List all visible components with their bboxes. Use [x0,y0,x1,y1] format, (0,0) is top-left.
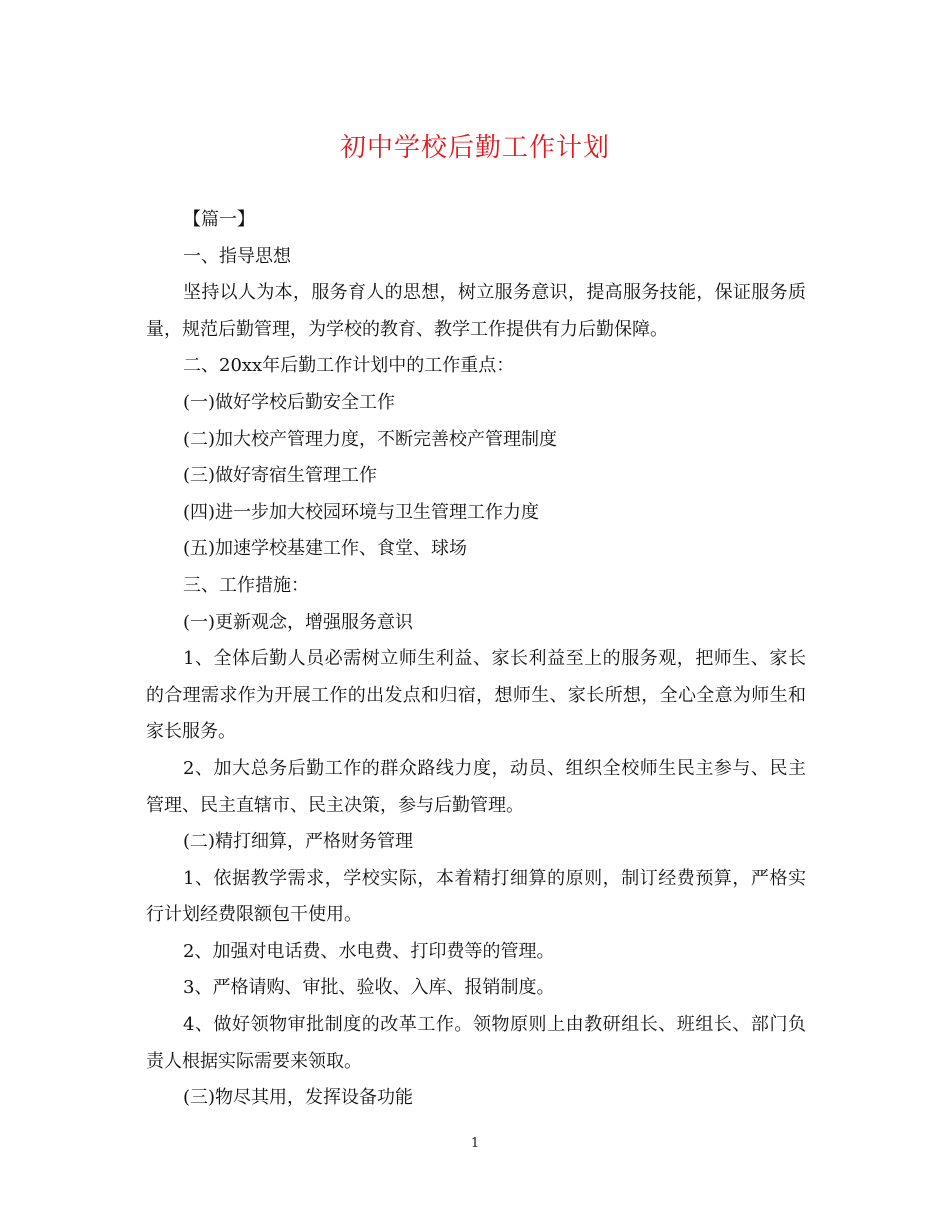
list-item: (四)进一步加大校园环境与卫生管理工作力度 [183,501,540,523]
paragraph: 2、加大总务后勤工作的群众路线力度，动员、组织全校师生民主参与、民主管理、民主直辖市、民主决策，参与后勤管理。 [146,757,806,816]
paragraph: 3、严格请购、审批、验收、入库、报销制度。 [183,977,555,999]
list-item: (五)加速学校基建工作、食堂、球场 [183,538,468,560]
page-number: 1 [470,1136,480,1151]
paragraph: 1、依据教学需求，学校实际，本着精打细算的原则，制订经费预算，严格实行计划经费限额包干使用。 [146,867,806,926]
heading-work-focus: 二、20xx年后勤工作计划中的工作重点： [183,355,515,377]
list-item: (二)加大校产管理力度，不断完善校产管理制度 [183,428,558,450]
subheading: (三)物尽其用，发挥设备功能 [183,1087,414,1109]
paragraph: 1、全体后勤人员必需树立师生利益、家长利益至上的服务观，把师生、家长的合理需求作为开展工作的出发点和归宿，想师生、家长所想，全心全意为师生和家长服务。 [146,648,806,743]
paragraph: 4、做好领物审批制度的改革工作。领物原则上由教研组长、班组长、部门负责人根据实际需要来领取。 [146,1014,806,1072]
heading-guiding-ideology: 一、指导思想 [183,245,291,267]
paragraph: 坚持以人为本，服务育人的思想，树立服务意识，提高服务技能，保证服务质量，规范后勤管理，为学校的教育、教学工作提供有力后勤保障。 [146,282,806,340]
list-item: (三)做好寄宿生管理工作 [183,465,378,487]
paragraph: 2、加强对电话费、水电费、打印费等的管理。 [183,940,555,962]
subheading: (一)更新观念，增强服务意识 [183,611,414,633]
document-title: 初中学校后勤工作计划 [339,133,610,163]
list-item: (一)做好学校后勤安全工作 [183,391,396,413]
subheading: (二)精打细算，严格财务管理 [183,831,414,853]
document-body [146,202,806,1117]
section-label: 【篇一】 [183,209,255,230]
heading-work-measures: 三、工作措施： [183,574,309,596]
